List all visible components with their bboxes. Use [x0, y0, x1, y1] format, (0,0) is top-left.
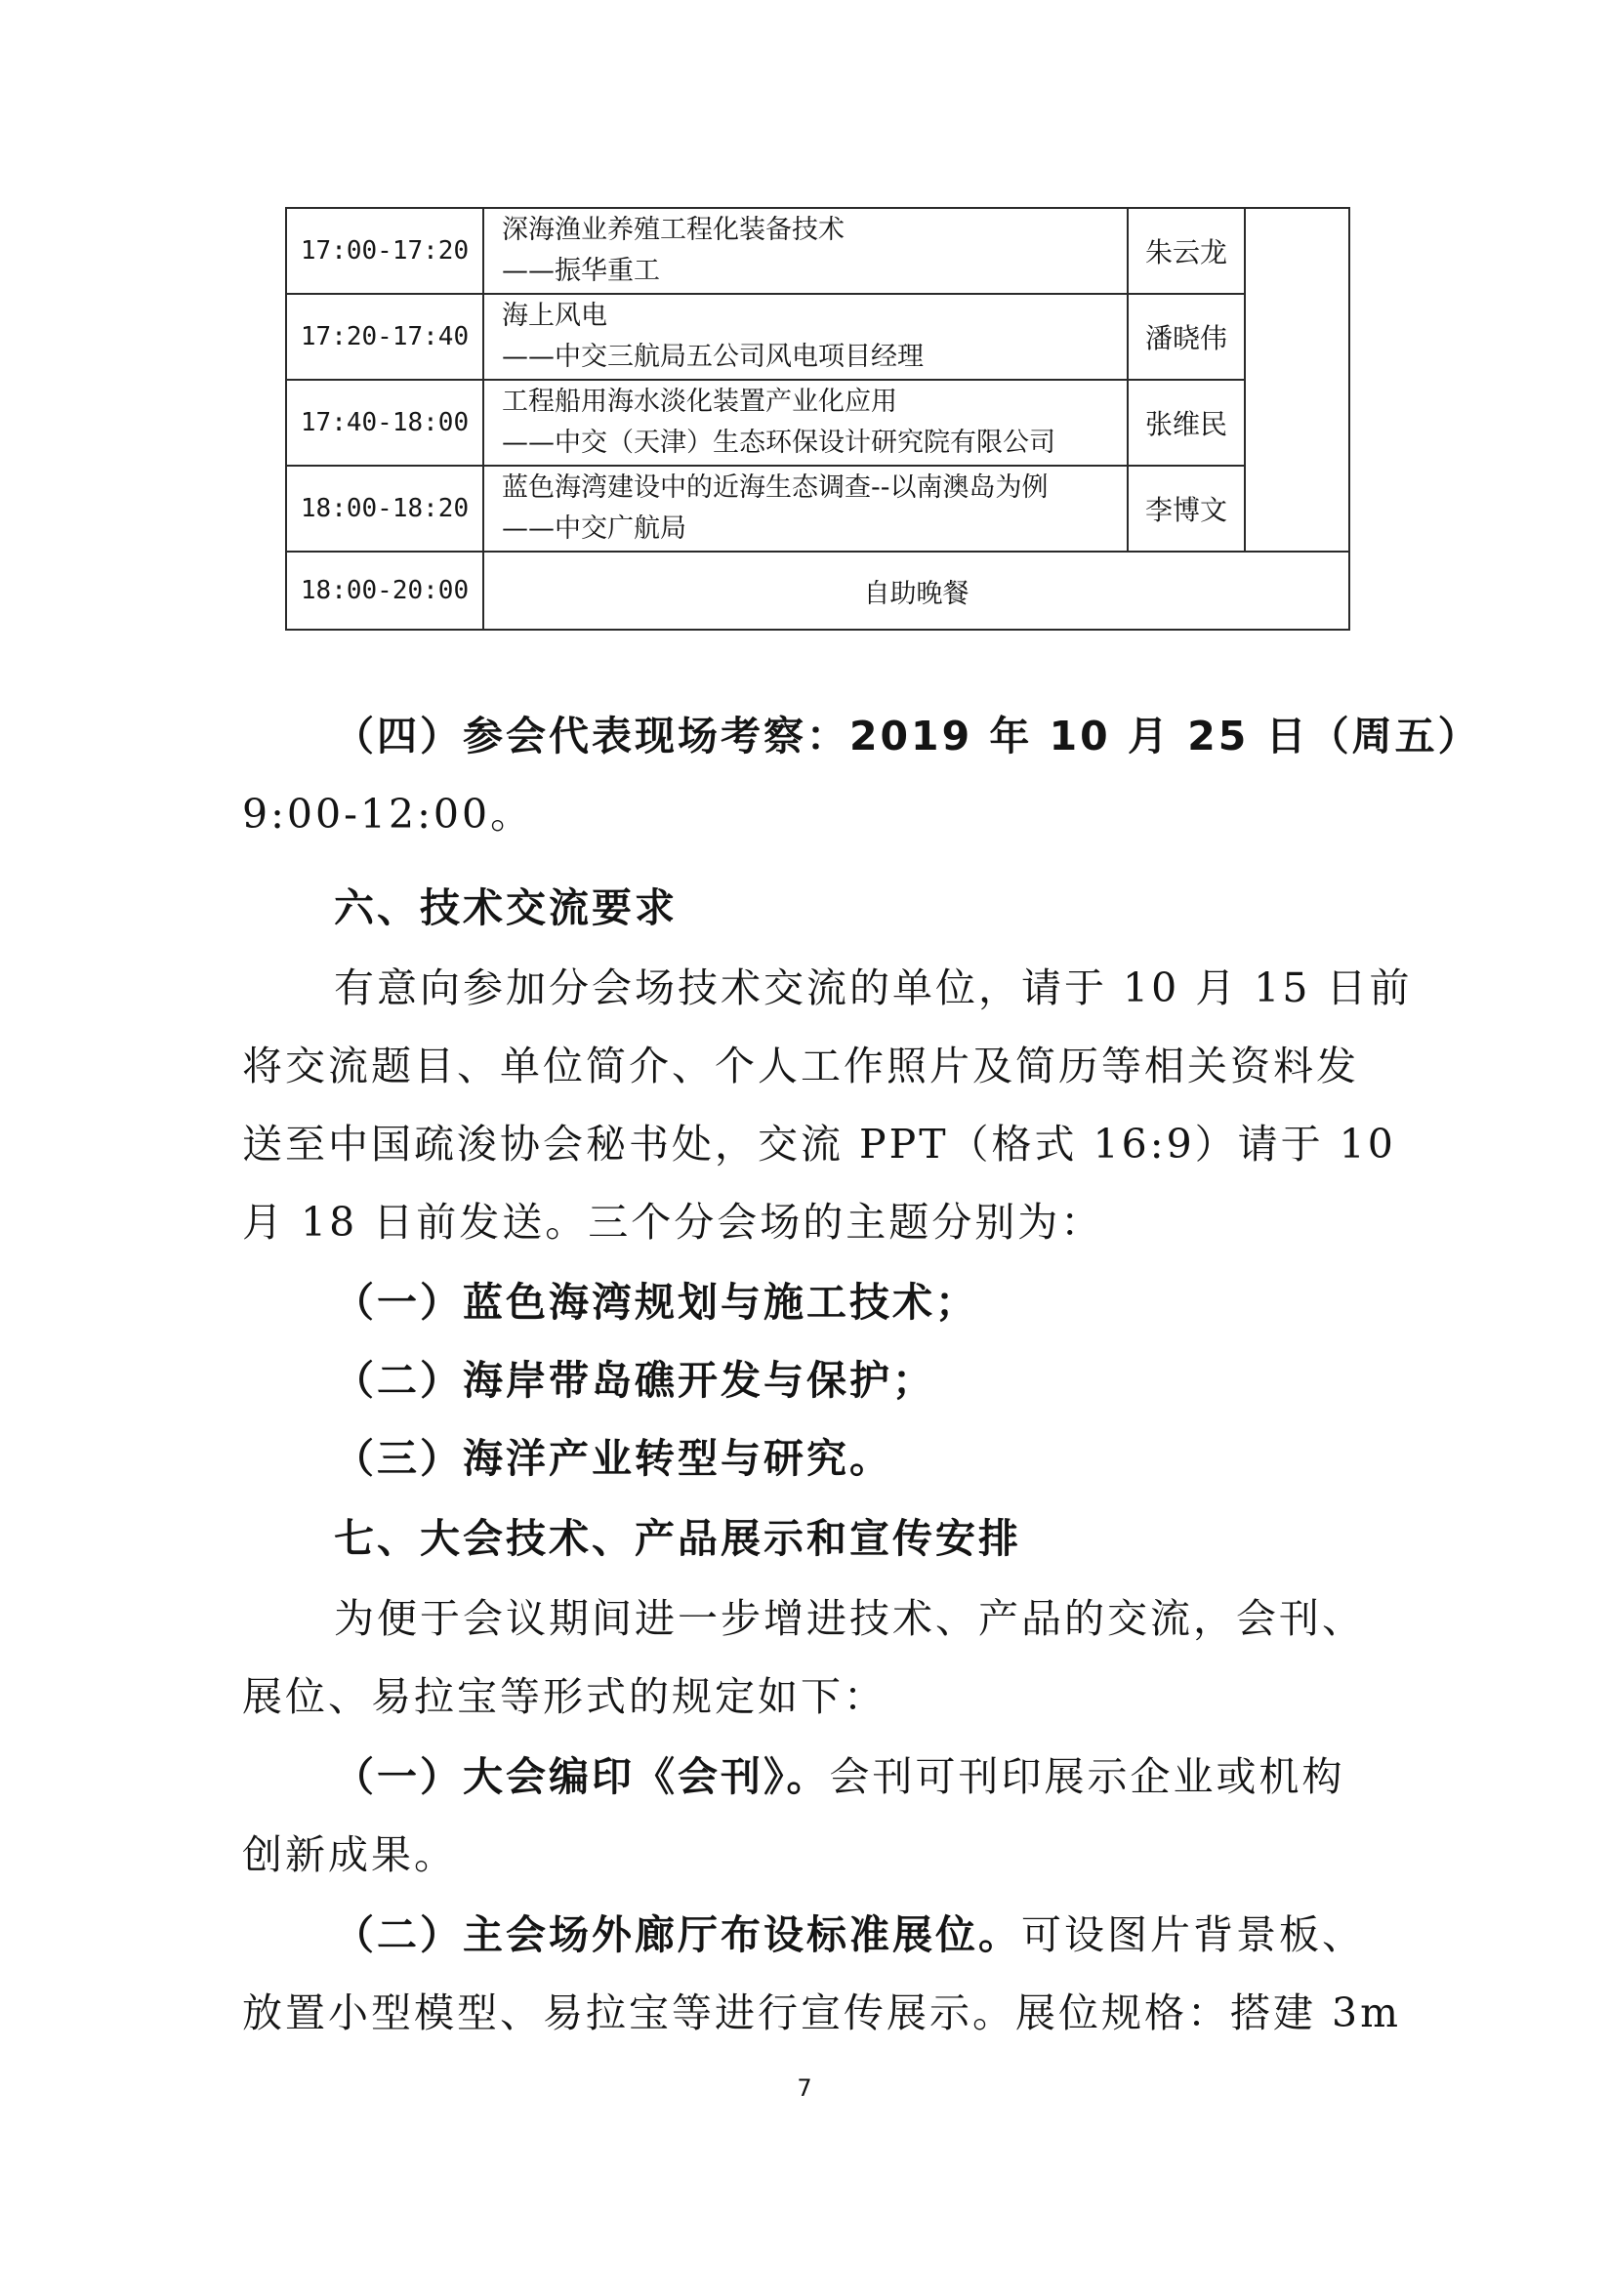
section-6-title: 六、技术交流要求 [334, 884, 678, 931]
paragraph-line: 创新成果。 [242, 1831, 457, 1878]
table-row [286, 208, 1349, 294]
paragraph-line: 有意向参加分会场技术交流的单位，请于 10 月 15 日前 [334, 964, 1413, 1011]
section-7-title: 七、大会技术、产品展示和宣传安排 [334, 1515, 1021, 1562]
topic-cell [483, 208, 1128, 294]
paragraph-line: 为便于会议期间进一步增进技术、产品的交流，会刊、 [334, 1595, 1365, 1642]
time-cell: 17:40-18:00 [286, 380, 483, 466]
paragraph-line: 展位、易拉宝等形式的规定如下： [242, 1673, 887, 1720]
site-visit-time: 9:00-12:00。 [242, 791, 534, 838]
blank-cell [1245, 294, 1349, 380]
item-2-line [242, 1896, 1457, 1974]
theme-item-3: （三）海洋产业转型与研究。 [334, 1435, 892, 1482]
speaker-cell: 张维民 [1128, 380, 1245, 466]
speaker-cell: 李博文 [1128, 466, 1245, 552]
table-row [286, 380, 1349, 466]
topic-org: ——中交（天津）生态环保设计研究院有限公司 [502, 428, 1055, 458]
table-row [286, 294, 1349, 380]
topic-cell [483, 466, 1128, 552]
topic-title: 工程船用海水淡化装置产业化应用 [502, 387, 897, 417]
speaker-cell: 朱云龙 [1128, 208, 1245, 294]
theme-item-2: （二）海岸带岛礁开发与保护； [334, 1357, 935, 1404]
blank-cell [1245, 466, 1349, 552]
item-1-text: 会刊可刊印展示企业或机构 [829, 1753, 1345, 1800]
topic-org: ——振华重工 [502, 256, 660, 286]
table-row [286, 466, 1349, 552]
topic-cell [483, 294, 1128, 380]
page-number: 7 [797, 2074, 812, 2102]
item-1-heading: （一）大会编印《会刊》。 [334, 1753, 830, 1800]
item-2-text: 可设图片背景板、 [1021, 1911, 1365, 1958]
time-cell: 18:00-18:20 [286, 466, 483, 552]
time-cell: 17:00-17:20 [286, 208, 483, 294]
item-1-line [242, 1738, 1457, 1816]
activity-cell: 自助晚餐 [483, 552, 1349, 630]
time-cell: 18:00-20:00 [286, 552, 483, 630]
site-visit-line [242, 697, 1481, 775]
topic-cell [483, 380, 1128, 466]
topic-title: 海上风电 [502, 301, 607, 331]
paragraph-line: 将交流题目、单位简介、个人工作照片及简历等相关资料发 [242, 1043, 1359, 1089]
item-2-heading: （二）主会场外廊厅布设标准展位。 [334, 1911, 1021, 1958]
blank-cell [1245, 380, 1349, 466]
paragraph-line: 送至中国疏浚协会秘书处，交流 PPT（格式 16:9）请于 10 [242, 1121, 1396, 1168]
theme-item-1: （一）蓝色海湾规划与施工技术； [334, 1279, 978, 1326]
table-row [286, 552, 1349, 630]
paragraph-line: 月 18 日前发送。三个分会场的主题分别为： [242, 1199, 1104, 1246]
schedule-table [285, 207, 1350, 631]
speaker-cell: 潘晓伟 [1128, 294, 1245, 380]
topic-org: ——中交广航局 [502, 513, 686, 544]
blank-cell [1245, 208, 1349, 294]
site-visit-label: （四）参会代表现场考察：2019 年 10 月 25 日（周五） [334, 713, 1481, 759]
topic-org: ——中交三航局五公司风电项目经理 [502, 342, 924, 372]
time-cell: 17:20-17:40 [286, 294, 483, 380]
topic-title: 蓝色海湾建设中的近海生态调查--以南澳岛为例 [502, 472, 1049, 503]
topic-title: 深海渔业养殖工程化装备技术 [502, 215, 845, 245]
paragraph-line: 放置小型模型、易拉宝等进行宣传展示。展位规格：搭建 3m [242, 1989, 1401, 2036]
